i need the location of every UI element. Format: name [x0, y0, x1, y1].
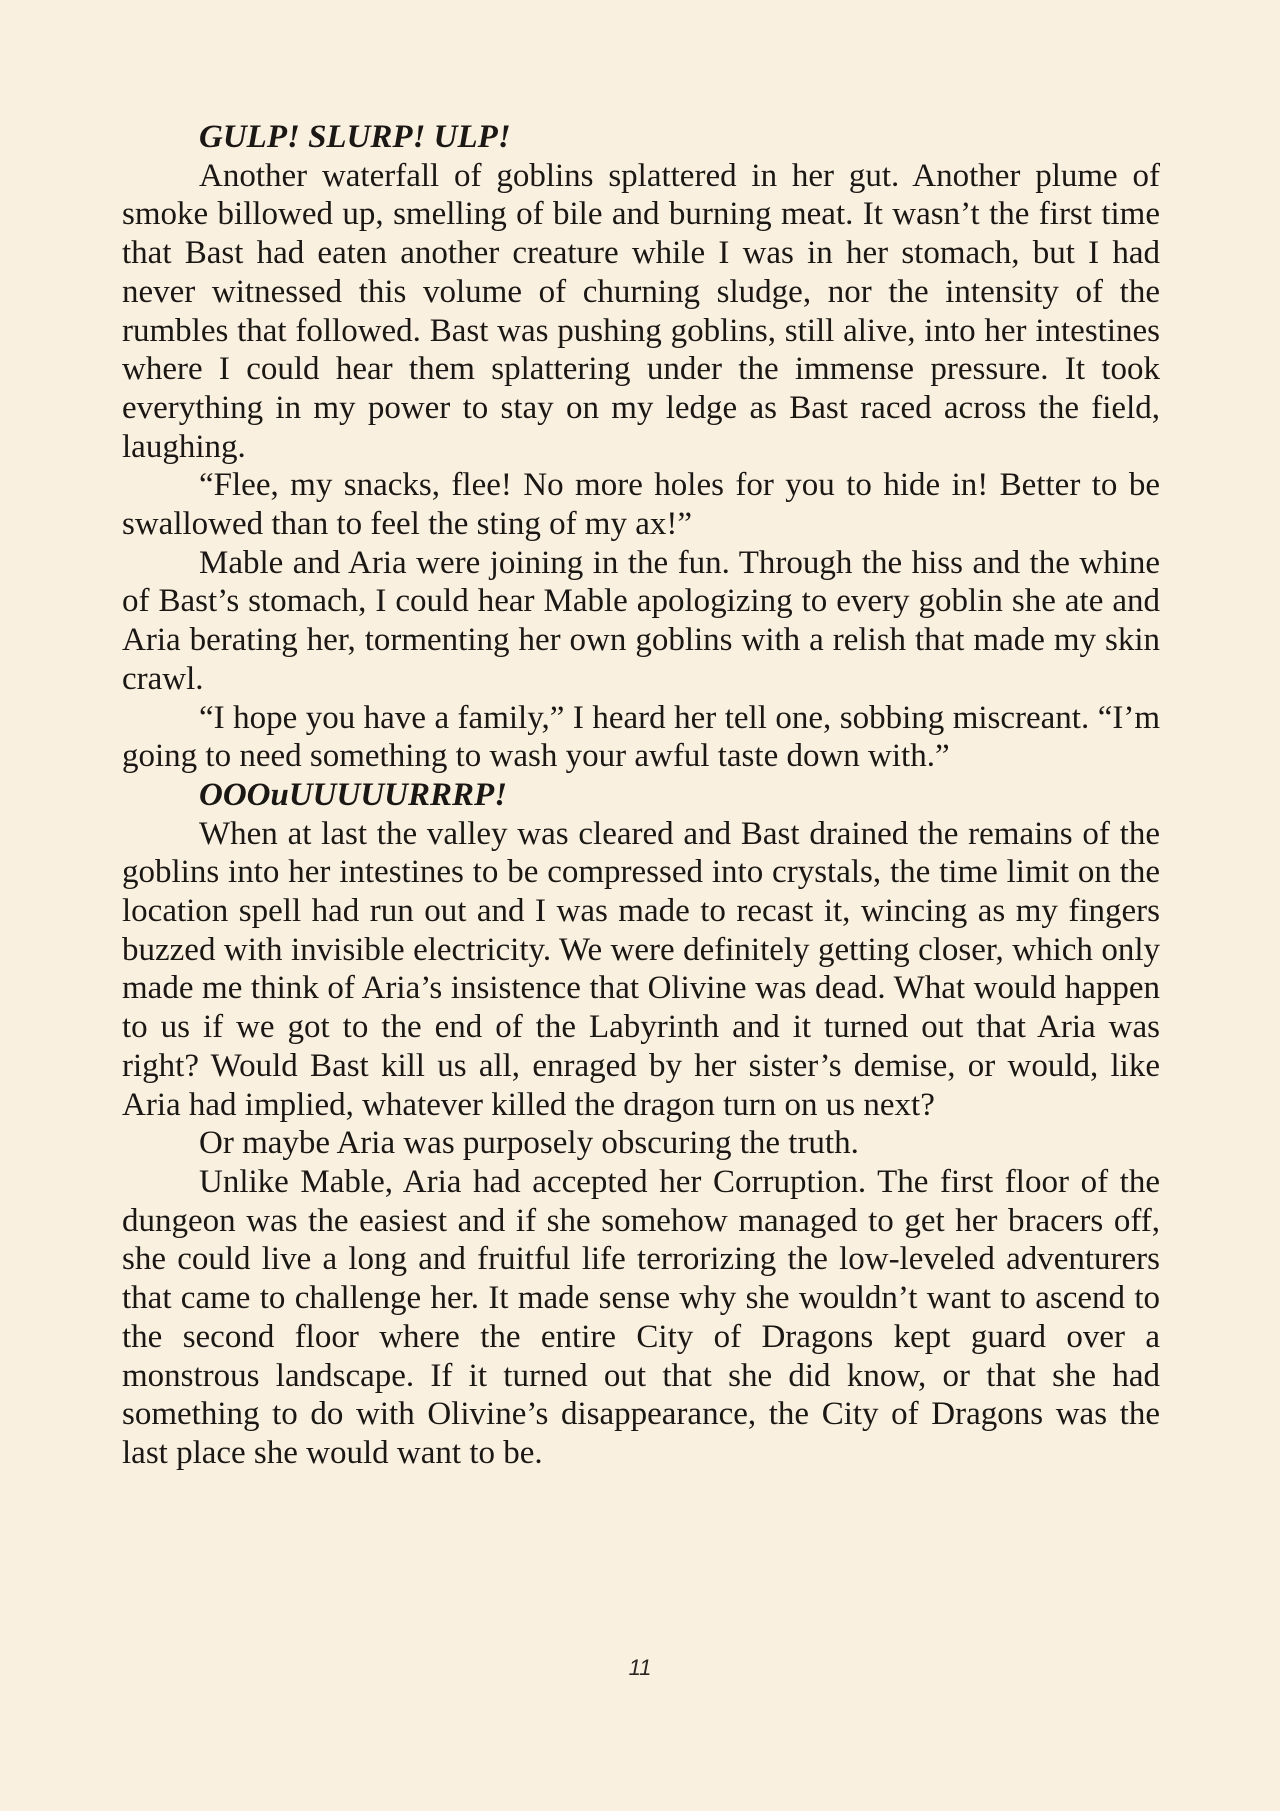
paragraph: Or maybe Aria was purposely obscuring the truth.	[199, 1125, 859, 1162]
paragraph: Unlike Mable, Aria had accepted her Corruption. The first floor of the dungeon was the easiest and if she somehow managed to get her bracers off, she could live a long and fruitful life terrorizing the low-leveled adventurers that came to challenge her. It made sense why she wouldn’t want to ascend to the second floor where the entire City of Dragons kept guard over a monstrous landscape. If it turned out that she did know, or that she had something to do with Olivine’s disappearance, the City of Dragons was the last place she would want to be.	[122, 1163, 1160, 1471]
paragraph: “Flee, my snacks, flee! No more holes for you to hide in! Better to be swallowed than to feel the sting of my ax!”	[122, 467, 1160, 543]
page-number: 11	[628, 1655, 652, 1680]
sound-effect-heading: GULP! SLURP! ULP!	[199, 119, 511, 155]
page-body	[122, 118, 1160, 1473]
paragraph: Mable and Aria were joining in the fun. Through the hiss and the whine of Bast’s stomach, I could hear Mable apologizing to every goblin she ate and Aria berating her, tormenting her own goblins with a relish that made my skin crawl.	[122, 544, 1160, 697]
paragraph: When at last the valley was cleared and Bast drained the remains of the goblins into her intestines to be compressed into crystals, the time limit on the location spell had run out and I was made to recast it, wincing as my fingers buzzed with invisible electricity. We were definitely getting closer, which only made me think of Aria’s insistence that Olivine was dead. What would happen to us if we got to the end of the Labyrinth and it turned out that Aria was right? Would Bast kill us all, enraged by her sister’s demise, or would, like Aria had implied, whatever killed the dragon turn on us next?	[122, 815, 1160, 1123]
sound-effect-heading: OOOuUUUUURRRP!	[199, 776, 508, 813]
paragraph: Another waterfall of goblins splattered in her gut. Another plume of smoke billowed up, smelling of bile and burning meat. It wasn’t the first time that Bast had eaten another creature while I was in her stomach, but I had never witnessed this volume of churning sludge, nor the intensity of the rumbles that followed. Bast was pushing goblins, still alive, into her intestines where I could hear them splattering under the immense pressure. It took everything in my power to stay on my ledge as Bast raced across the field, laughing.	[122, 157, 1160, 465]
paragraph: “I hope you have a family,” I heard her tell one, sobbing miscreant. “I’m going to need something to wash your awful taste down with.”	[122, 699, 1160, 775]
